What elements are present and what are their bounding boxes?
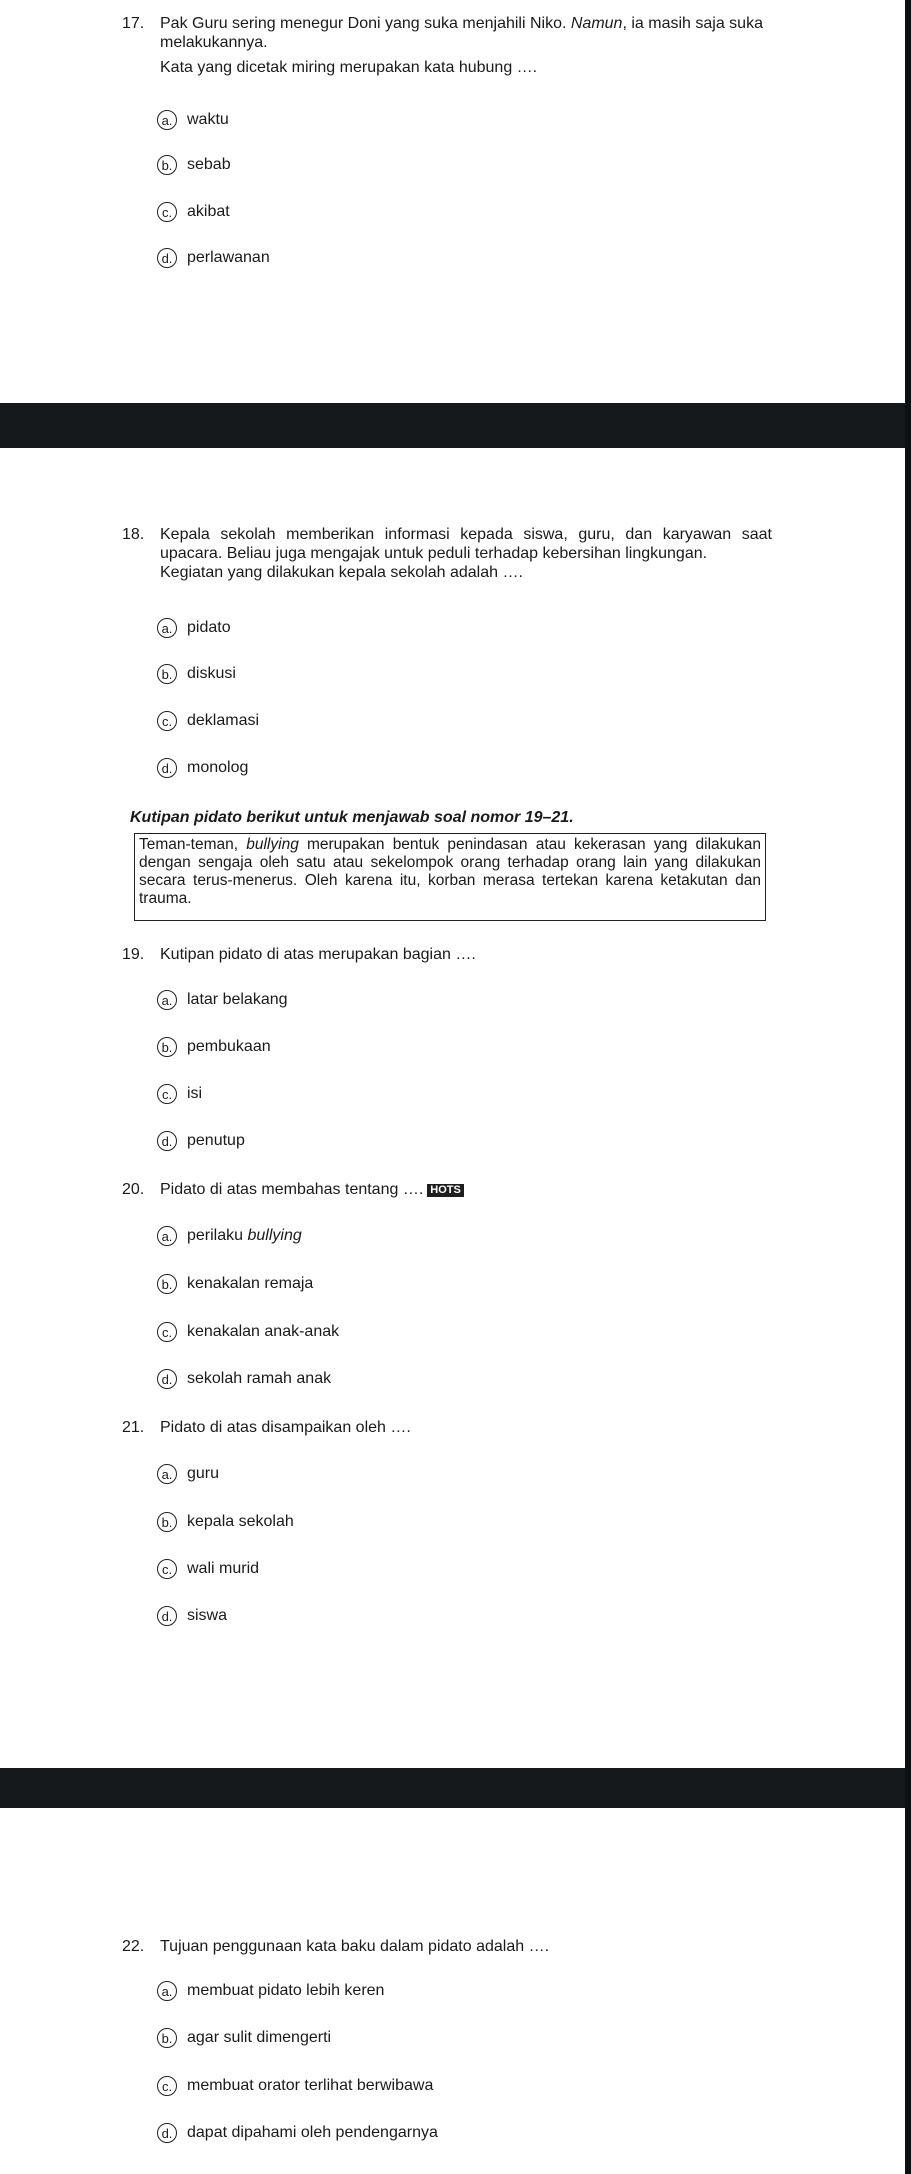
option-22d[interactable] — [157, 2121, 438, 2145]
option-letter: b. — [157, 1512, 177, 1532]
option-17c[interactable] — [157, 200, 230, 224]
option-text: isi — [187, 1085, 203, 1102]
option-letter: a. — [157, 1226, 177, 1246]
option-text: membuat orator terlihat berwibawa — [187, 2077, 434, 2094]
option-text: kepala sekolah — [187, 1513, 294, 1530]
question-stem: Kepala sekolah memberikan informasi kepada siswa, guru, dan karyawan saat upacara. Beliau juga mengajak untuk peduli terhadap kebersihan lingkungan. — [160, 526, 772, 562]
option-letter: c. — [157, 2076, 177, 2096]
option-text: siswa — [187, 1607, 228, 1624]
option-letter: b. — [157, 664, 177, 684]
question-number: 20. — [122, 1181, 145, 1198]
question-stem: Tujuan penggunaan kata baku dalam pidato adalah …. — [160, 1938, 550, 1955]
question-19 — [122, 945, 772, 964]
question-17 — [122, 14, 772, 77]
option-21b[interactable] — [157, 1510, 294, 1534]
option-20b[interactable] — [157, 1272, 313, 1296]
option-letter: d. — [157, 1131, 177, 1151]
option-text: monolog — [187, 759, 249, 776]
question-instruction: Kegiatan yang dilakukan kepala sekolah adalah …. — [160, 564, 523, 581]
option-text: perilaku bullying — [187, 1227, 302, 1244]
option-text: diskusi — [187, 665, 236, 682]
option-letter: d. — [157, 248, 177, 268]
page-2 — [0, 448, 911, 1768]
question-18 — [122, 525, 772, 582]
option-20c[interactable] — [157, 1320, 339, 1344]
option-text: agar sulit dimengerti — [187, 2029, 332, 2046]
option-21a[interactable] — [157, 1462, 219, 1486]
option-text: guru — [187, 1465, 220, 1482]
option-17a[interactable] — [157, 108, 229, 132]
question-number: 21. — [122, 1419, 145, 1436]
right-border — [905, 0, 911, 2174]
option-18b[interactable] — [157, 662, 236, 686]
option-22c[interactable] — [157, 2074, 433, 2098]
option-text: kenakalan anak-anak — [187, 1323, 340, 1340]
option-21c[interactable] — [157, 1557, 259, 1581]
excerpt-title: Kutipan pidato berikut untuk menjawab soal nomor 19–21. — [130, 809, 574, 826]
option-19b[interactable] — [157, 1035, 271, 1059]
excerpt-box: Teman-teman, bullying merupakan bentuk penindasan atau kekerasan yang dilakukan dengan sengaja oleh satu atau sekelompok orang terhadap orang lain yang dilakukan secara terus-menerus. Oleh karena itu, korban merasa tertekan karena ketakutan dan trauma. — [134, 833, 766, 921]
option-letter: d. — [157, 2123, 177, 2143]
option-letter: d. — [157, 758, 177, 778]
option-22b[interactable] — [157, 2026, 331, 2050]
option-letter: a. — [157, 1464, 177, 1484]
option-letter: c. — [157, 1559, 177, 1579]
question-number: 17. — [122, 15, 145, 32]
option-18c[interactable] — [157, 709, 259, 733]
option-text: kenakalan remaja — [187, 1275, 314, 1292]
option-text: sebab — [187, 156, 231, 173]
option-20d[interactable] — [157, 1367, 331, 1391]
option-18a[interactable] — [157, 616, 231, 640]
hots-badge: HOTS — [427, 1184, 464, 1197]
page-divider — [0, 403, 911, 448]
option-19d[interactable] — [157, 1129, 245, 1153]
page-3 — [0, 1808, 911, 2174]
question-stem: Kutipan pidato di atas merupakan bagian …. — [160, 946, 476, 963]
option-letter: d. — [157, 1369, 177, 1389]
option-19c[interactable] — [157, 1082, 202, 1106]
option-letter: c. — [157, 1322, 177, 1342]
option-text: sekolah ramah anak — [187, 1370, 332, 1387]
option-text: wali murid — [187, 1560, 260, 1577]
option-18d[interactable] — [157, 756, 248, 780]
question-number: 19. — [122, 946, 145, 963]
option-letter: c. — [157, 1084, 177, 1104]
option-letter: d. — [157, 1606, 177, 1626]
option-text: akibat — [187, 203, 230, 220]
question-number: 18. — [122, 526, 145, 543]
option-letter: c. — [157, 202, 177, 222]
option-text: penutup — [187, 1132, 245, 1149]
option-19a[interactable] — [157, 988, 288, 1012]
option-letter: a. — [157, 618, 177, 638]
option-letter: c. — [157, 711, 177, 731]
option-letter: b. — [157, 1037, 177, 1057]
question-stem: Pak Guru sering menegur Doni yang suka menjahili Niko. Namun, ia masih saja suka melakukannya. — [160, 15, 763, 51]
option-text: pembukaan — [187, 1038, 271, 1055]
option-letter: b. — [157, 2028, 177, 2048]
option-text: dapat dipahami oleh pendengarnya — [187, 2124, 438, 2141]
option-letter: a. — [157, 1981, 177, 2001]
option-text: perlawanan — [187, 249, 270, 266]
question-stem: Pidato di atas membahas tentang …. HOTS — [160, 1180, 772, 1199]
option-letter: a. — [157, 110, 177, 130]
question-22 — [122, 1937, 772, 1956]
question-number: 22. — [122, 1938, 145, 1955]
option-text: pidato — [187, 619, 231, 636]
option-21d[interactable] — [157, 1604, 227, 1628]
question-21 — [122, 1418, 772, 1437]
option-20a[interactable] — [157, 1224, 302, 1248]
option-17b[interactable] — [157, 153, 231, 177]
option-letter: b. — [157, 155, 177, 175]
page-divider — [0, 1768, 911, 1808]
option-letter: a. — [157, 990, 177, 1010]
question-20 — [122, 1180, 772, 1199]
question-stem: Pidato di atas disampaikan oleh …. — [160, 1419, 411, 1436]
option-text: deklamasi — [187, 712, 260, 729]
option-text: membuat pidato lebih keren — [187, 1982, 385, 1999]
question-instruction: Kata yang dicetak miring merupakan kata hubung …. — [160, 59, 538, 76]
option-text: latar belakang — [187, 991, 288, 1008]
option-22a[interactable] — [157, 1979, 384, 2003]
option-letter: b. — [157, 1274, 177, 1294]
option-17d[interactable] — [157, 246, 270, 270]
option-text: waktu — [187, 111, 229, 128]
